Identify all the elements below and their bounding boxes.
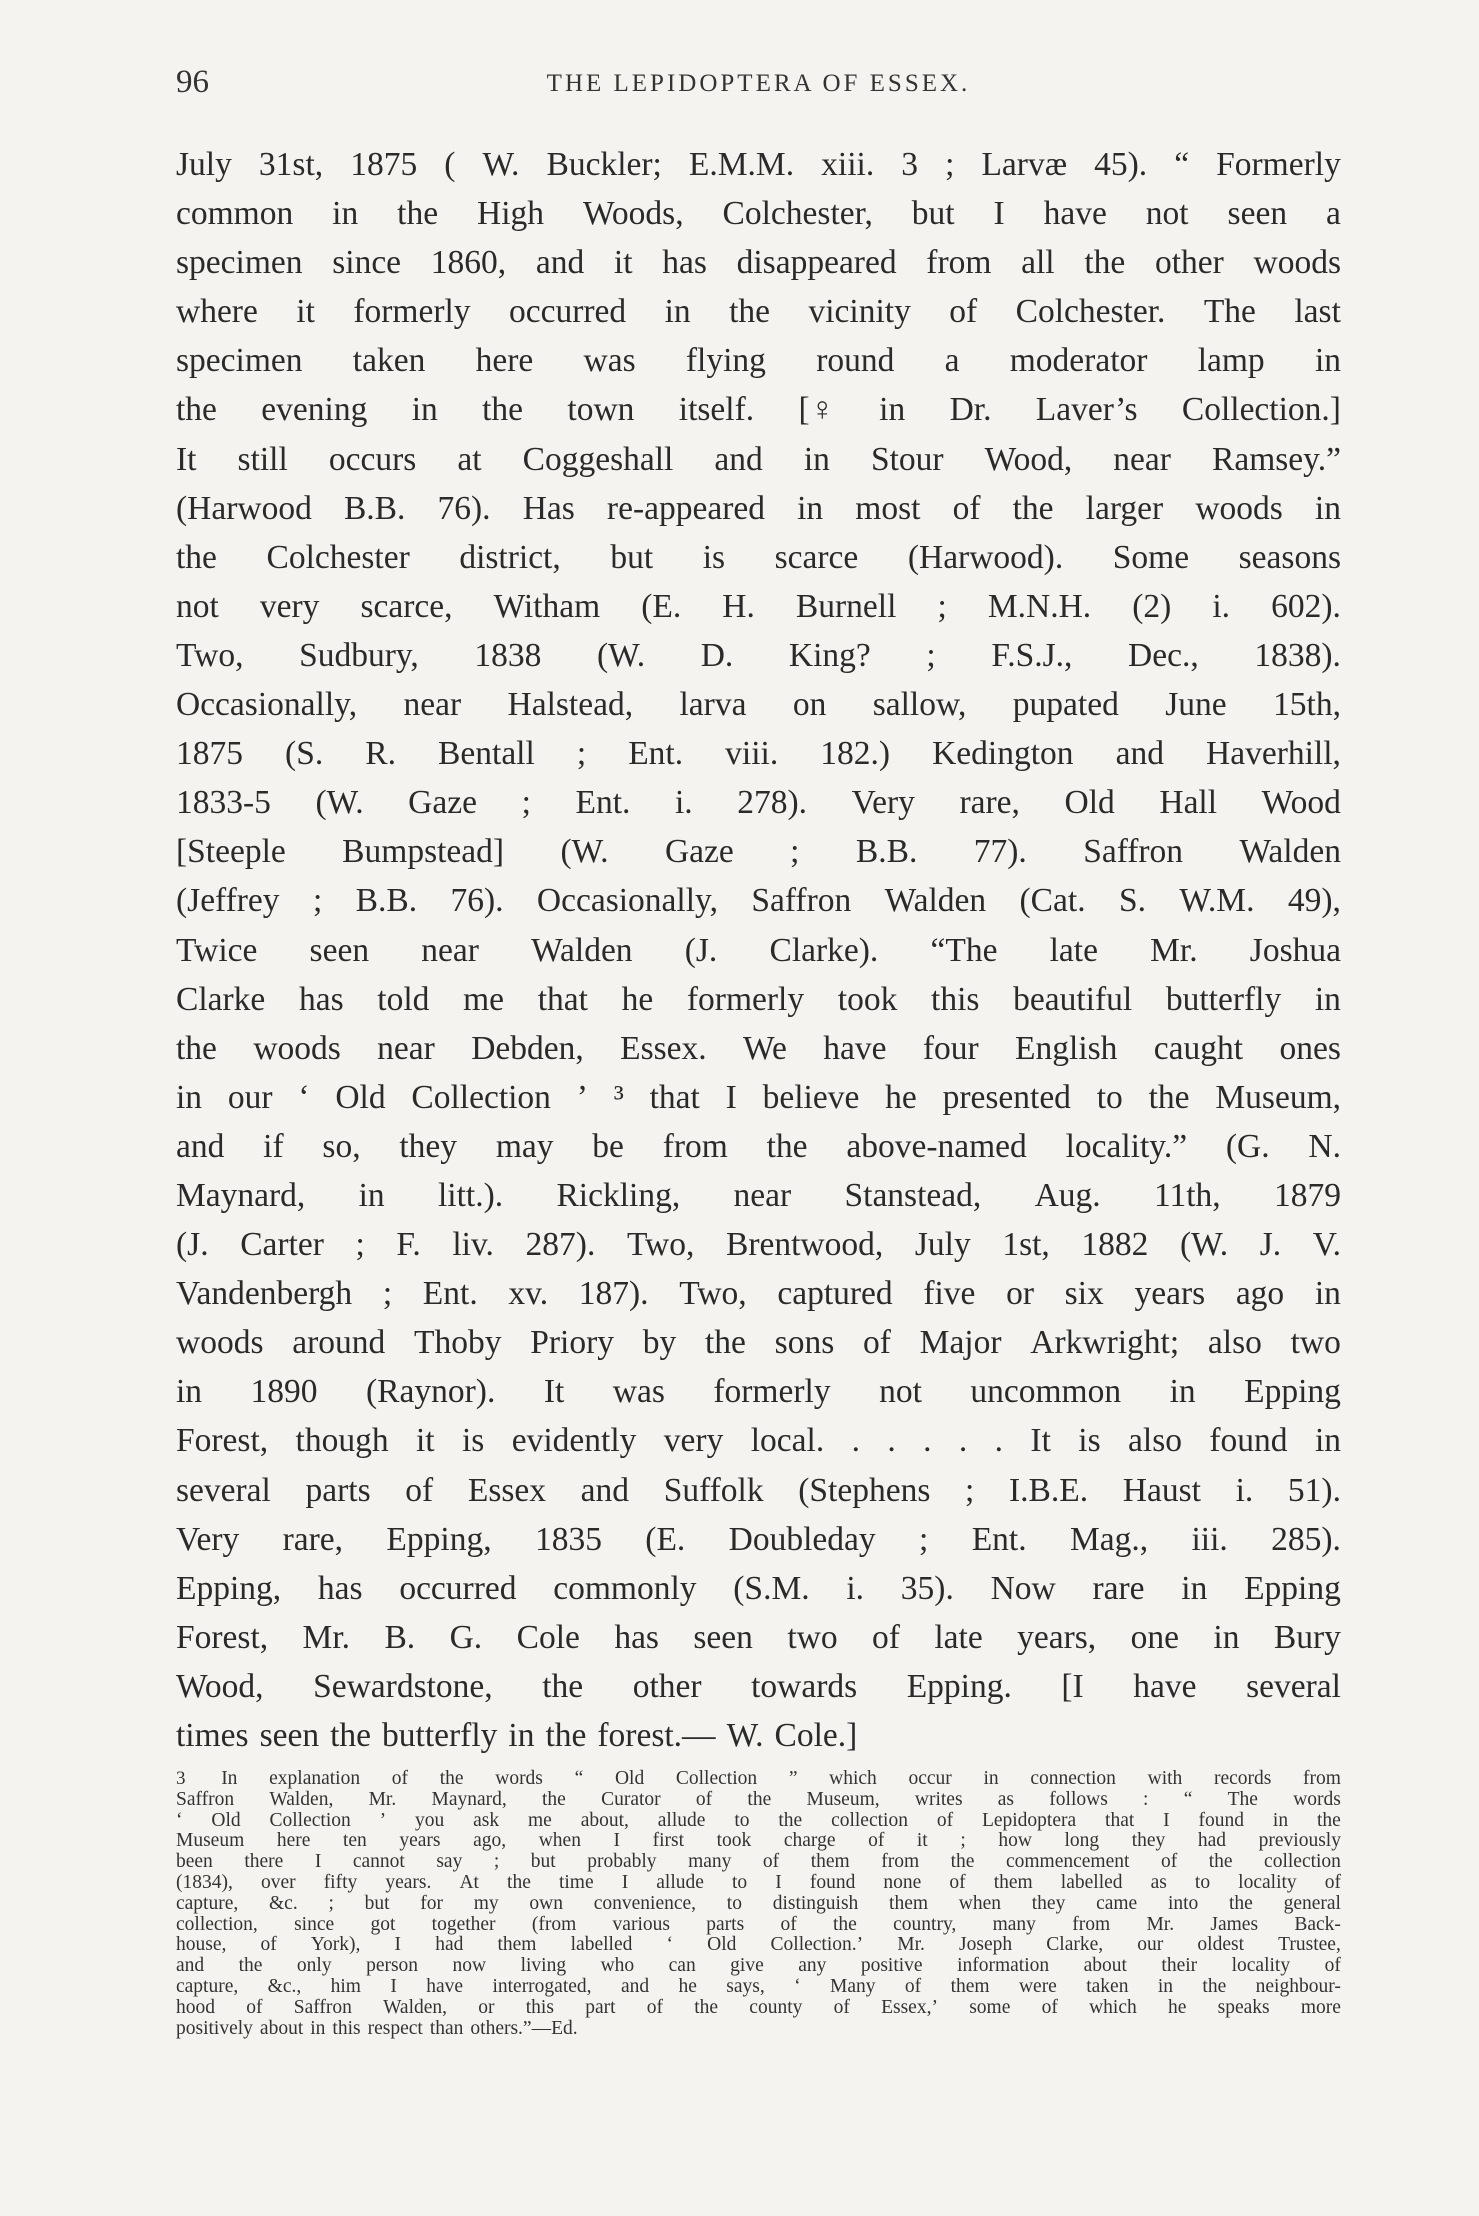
footnote-line: (1834), over fifty years. At the time I allude to I found none of them labelled as to locality of xyxy=(176,1871,1341,1893)
page-header xyxy=(176,64,1341,112)
text-line: (Jeffrey ; B.B. 76). Occasionally, Saffron Walden (Cat. S. W.M. 49), xyxy=(176,882,1341,920)
text-line: Very rare, Epping, 1835 (E. Doubleday ; Ent. Mag., iii. 285). xyxy=(176,1520,1341,1558)
footnote-line: ‘ Old Collection ’ you ask me about, allude to the collection of Lepidoptera that I found in the xyxy=(176,1809,1341,1831)
footnote-line: 3 In explanation of the words “ Old Collection ” which occur in connection with records from xyxy=(176,1768,1341,1789)
footnote-line: capture, &c. ; but for my own convenience, to distinguish them when they came into the general xyxy=(176,1892,1341,1914)
text-line: common in the High Woods, Colchester, but I have not seen a xyxy=(176,195,1341,233)
text-line: Forest, though it is evidently very local. . . . . . It is also found in xyxy=(176,1422,1341,1460)
text-line: (Harwood B.B. 76). Has re-appeared in most of the larger woods in xyxy=(176,489,1341,527)
footnote xyxy=(176,1768,1341,2038)
text-line: Two, Sudbury, 1838 (W. D. King? ; F.S.J., Dec., 1838). xyxy=(176,636,1341,674)
footnote-line: house, of York), I had them labelled ‘ Old Collection.’ Mr. Joseph Clarke, our oldest Trustee, xyxy=(176,1934,1341,1956)
footnote-line: positively about in this respect than others.”—Ed. xyxy=(176,2017,578,2039)
text-line: where it formerly occurred in the vicinity of Colchester. The last xyxy=(176,293,1341,331)
text-line: [Steeple Bumpstead] (W. Gaze ; B.B. 77). Saffron Walden xyxy=(176,833,1341,871)
footnote-line: been there I cannot say ; but probably many of them from the commencement of the collection xyxy=(176,1851,1341,1873)
text-line: Vandenbergh ; Ent. xv. 187). Two, captured five or six years ago in xyxy=(176,1275,1341,1313)
body-text xyxy=(176,140,1341,1760)
text-line: Twice seen near Walden (J. Clarke). “The late Mr. Joshua xyxy=(176,931,1341,969)
footnote-line: Museum here ten years ago, when I first took charge of it ; how long they had previously xyxy=(176,1830,1341,1852)
text-line: Maynard, in litt.). Rickling, near Stanstead, Aug. 11th, 1879 xyxy=(176,1176,1341,1214)
footnote-line: capture, &c., him I have interrogated, and he says, ‘ Many of them were taken in the neighbour- xyxy=(176,1975,1341,1997)
running-title: THE LEPIDOPTERA OF ESSEX. xyxy=(546,70,971,97)
text-line: several parts of Essex and Suffolk (Stephens ; I.B.E. Haust i. 51). xyxy=(176,1471,1341,1509)
text-line: 1875 (S. R. Bentall ; Ent. viii. 182.) Kedington and Haverhill, xyxy=(176,735,1341,773)
page-number: 96 xyxy=(176,64,209,100)
text-line: the Colchester district, but is scarce (Harwood). Some seasons xyxy=(176,538,1341,576)
text-line: times seen the butterfly in the forest.— W. Cole.] xyxy=(176,1717,858,1754)
footnote-line: and the only person now living who can give any positive information about their locality of xyxy=(176,1955,1341,1977)
text-line: in our ‘ Old Collection ’ ³ that I believe he presented to the Museum, xyxy=(176,1078,1341,1116)
text-line: Occasionally, near Halstead, larva on sallow, pupated June 15th, xyxy=(176,686,1341,724)
text-line: Epping, has occurred commonly (S.M. i. 35). Now rare in Epping xyxy=(176,1569,1341,1607)
text-line: the woods near Debden, Essex. We have four English caught ones xyxy=(176,1029,1341,1067)
text-line: woods around Thoby Priory by the sons of Major Arkwright; also two xyxy=(176,1324,1341,1362)
text-line: in 1890 (Raynor). It was formerly not uncommon in Epping xyxy=(176,1373,1341,1411)
text-line: not very scarce, Witham (E. H. Burnell ; M.N.H. (2) i. 602). xyxy=(176,587,1341,625)
text-line: It still occurs at Coggeshall and in Stour Wood, near Ramsey.” xyxy=(176,440,1341,478)
text-line: (J. Carter ; F. liv. 287). Two, Brentwood, July 1st, 1882 (W. J. V. xyxy=(176,1226,1341,1264)
footnote-line: collection, since got together (from various parts of the country, many from Mr. James Back- xyxy=(176,1913,1341,1935)
text-line: Wood, Sewardstone, the other towards Epping. [I have several xyxy=(176,1667,1341,1705)
footnote-line: hood of Saffron Walden, or this part of the county of Essex,’ some of which he speaks more xyxy=(176,1996,1341,2018)
text-line: Clarke has told me that he formerly took this beautiful butterfly in xyxy=(176,980,1341,1018)
footnote-line: Saffron Walden, Mr. Maynard, the Curator of the Museum, writes as follows : “ The words xyxy=(176,1788,1341,1810)
text-line: specimen since 1860, and it has disappeared from all the other woods xyxy=(176,244,1341,282)
text-line: July 31st, 1875 ( W. Buckler; E.M.M. xiii. 3 ; Larvæ 45). “ Formerly xyxy=(176,146,1341,183)
footnote-marker: 3 xyxy=(176,1768,186,1789)
text-line: 1833-5 (W. Gaze ; Ent. i. 278). Very rare, Old Hall Wood xyxy=(176,784,1341,822)
text-line: Forest, Mr. B. G. Cole has seen two of late years, one in Bury xyxy=(176,1618,1341,1656)
text-line: specimen taken here was flying round a moderator lamp in xyxy=(176,342,1341,380)
text-line: and if so, they may be from the above-named locality.” (G. N. xyxy=(176,1127,1341,1165)
text-line: the evening in the town itself. [♀ in Dr. Laver’s Collection.] xyxy=(176,391,1341,429)
